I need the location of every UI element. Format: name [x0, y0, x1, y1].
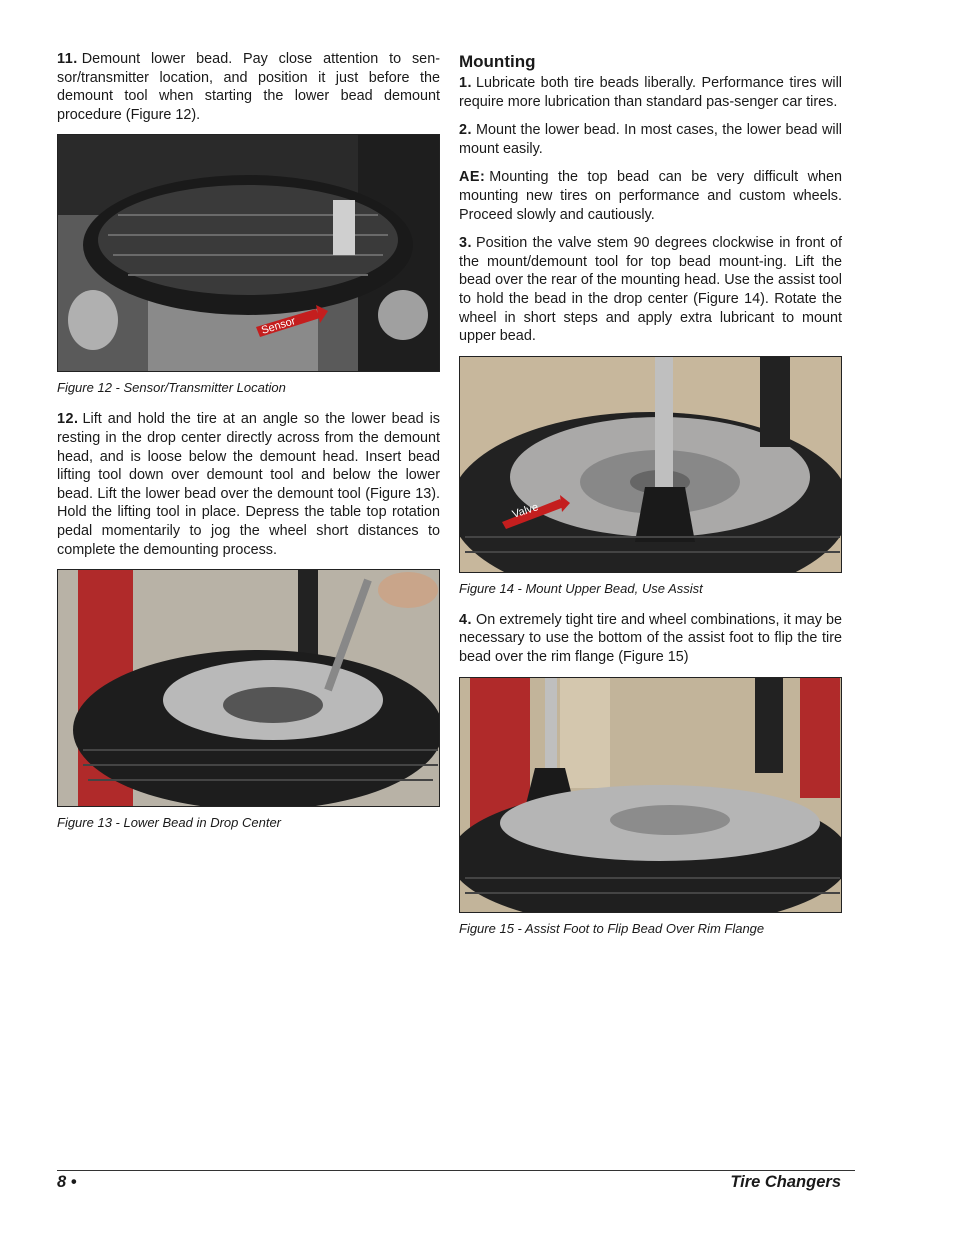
footer-divider [57, 1170, 855, 1171]
lower-bead-photo [58, 570, 440, 807]
figure-12-caption: Figure 12 - Sensor/Transmitter Location [57, 380, 286, 396]
footer-title: Tire Changers [730, 1173, 841, 1191]
figure-15-photo [459, 677, 842, 913]
step-text: On extremely tight tire and wheel combinations, it may be necessary to use the bottom of the assist foot to flip the tire bead over the rim flange (Figure 15) [459, 611, 842, 665]
step-3 [459, 234, 842, 346]
step-text: Mount the lower bead. In most cases, the lower bead will mount easily. [459, 122, 842, 157]
figure-13-caption: Figure 13 - Lower Bead in Drop Center [57, 815, 282, 831]
step-12 [57, 410, 440, 559]
ae-note [459, 168, 842, 224]
page-number: 8 • [57, 1173, 77, 1191]
figure-15-caption: Figure 15 - Assist Foot to Flip Bead Over Rim Flange [459, 920, 765, 936]
step-number: 4. [459, 611, 473, 628]
assist-foot-photo [460, 678, 842, 913]
step-text: Lubricate both tire beads liberally. Performance tires will require more lubrication than standard pas-senger car tires. [459, 75, 842, 110]
step-4 [459, 611, 842, 667]
ae-text: Mounting the top bead can be very difficult when mounting new tires on performance and custom wheels. Proceed slowly and cautiously. [459, 169, 842, 223]
step-number: 3. [459, 235, 473, 252]
step-number: 12. [57, 411, 79, 428]
step-text: Lift and hold the tire at an angle so the lower bead is resting in the drop center directly across from the demount head, and is loose below the demount head. Insert bead lifting tool down over demount tool and below the lower bead. Lift the lower bead over the demount tool (Figure 13). Hold the lifting tool in place. Depress the table top rotation pedal momentarily to jog the wheel short distances to complete the demounting process. [57, 411, 440, 558]
step-number: 2. [459, 122, 473, 139]
sensor-label: Sensor [260, 315, 297, 338]
step-number: 1. [459, 75, 473, 91]
valve-label: Valve [510, 500, 540, 521]
step-2 [459, 121, 842, 158]
figure-13-photo [57, 569, 440, 807]
figure-14-caption: Figure 14 - Mount Upper Bead, Use Assist [459, 580, 703, 596]
right-column [459, 50, 842, 951]
upper-bead-photo [460, 357, 842, 573]
left-column [57, 50, 440, 845]
figure-12-photo [57, 134, 440, 372]
tire-sensor-photo [58, 135, 440, 372]
section-heading-mounting: Mounting [459, 52, 536, 71]
ae-label: AE: [459, 169, 486, 186]
step-text: Position the valve stem 90 degrees clockwise in front of the mount/demount tool for top bead mount-ing. Lift the bead over the rear of the mounting head. Use the assist tool to hold the bead in the drop center (Figure 14). Rotate the wheel in short steps and apply extra lubricant to mount upper bead. [459, 235, 842, 345]
step-text: Demount lower bead. Pay close attention to sen-sor/transmitter location, and position it just before the demount tool when starting the lower bead demount procedure (Figure 12). [57, 51, 440, 123]
figure-14-photo [459, 356, 842, 573]
step-11 [57, 50, 440, 124]
step-number: 11. [57, 51, 78, 67]
step-1 [459, 74, 842, 111]
